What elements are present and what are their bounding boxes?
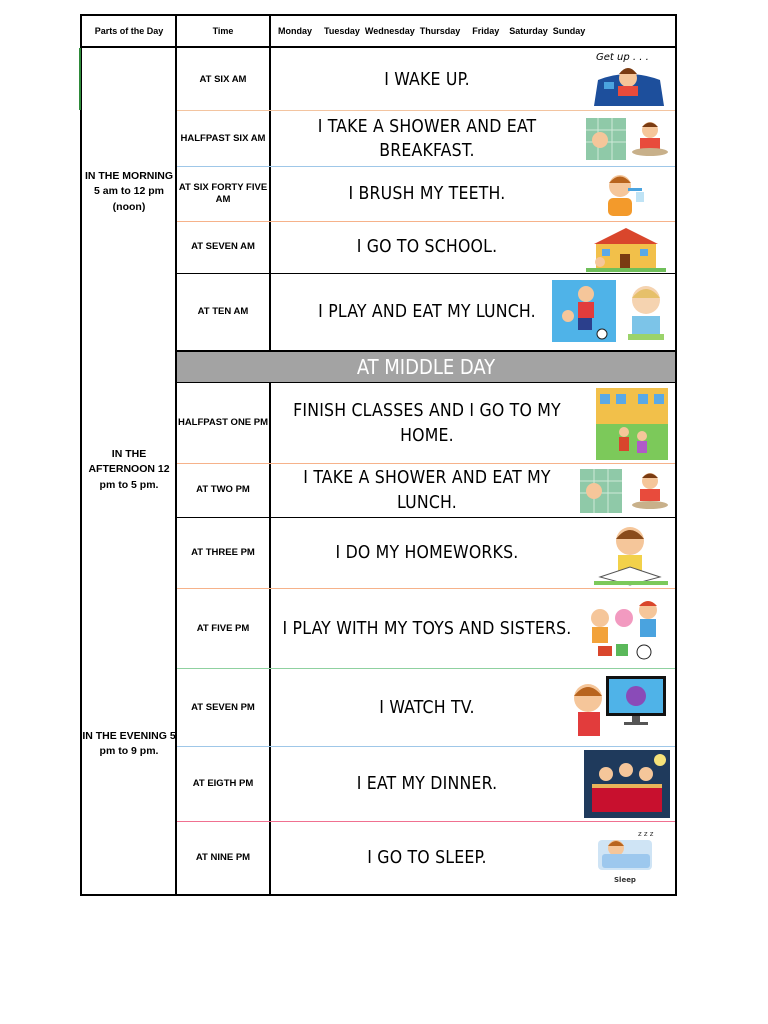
activity-cell: FINISH CLASSES AND I GO TO MY HOME. [293, 401, 561, 446]
time-cell: AT EIGTH PM [192, 777, 254, 789]
time-cell: AT FIVE PM [196, 622, 250, 634]
time-cell: AT TWO PM [196, 484, 250, 496]
green-edge [79, 48, 81, 110]
row-separator [177, 588, 675, 589]
day-wednesday: Wednesday [364, 26, 415, 36]
period-morning: IN THE MORNING 5 am to 12 pm (noon) [84, 170, 174, 213]
time-cell: HALFPAST ONE PM [177, 417, 269, 429]
header-parts-of-day: Parts of the Day [94, 26, 164, 36]
day-sunday: Sunday [552, 26, 586, 36]
activity-cell: I WATCH TV. [379, 697, 475, 718]
shower-breakfast-icon [584, 114, 672, 164]
day-saturday: Saturday [509, 26, 548, 36]
time-cell: AT SEVEN PM [191, 701, 255, 713]
toys-icon [588, 596, 664, 664]
activity-cell: I DO MY HOMEWORKS. [335, 543, 519, 564]
go-home-icon [596, 388, 668, 460]
row-separator [177, 517, 675, 518]
activity-cell: I GO TO SLEEP. [367, 847, 487, 868]
dinner-icon [584, 750, 670, 818]
activity-cell: I PLAY AND EAT MY LUNCH. [318, 302, 536, 323]
middle-day-banner: AT MIDDLE DAY [177, 352, 675, 382]
table-right-border [675, 14, 677, 896]
svg-text:z z z: z z z [638, 830, 654, 838]
table-bottom-border [80, 894, 677, 896]
wake-up-icon [588, 50, 670, 108]
activity-cell: I PLAY WITH MY TOYS AND SISTERS. [282, 618, 572, 639]
header-time: Time [212, 26, 234, 36]
day-tuesday: Tuesday [324, 26, 360, 36]
activity-cell: I BRUSH MY TEETH. [348, 183, 506, 204]
activity-cell: I TAKE A SHOWER AND EAT BREAKFAST. [317, 116, 537, 161]
wake-up-icon-text: Get up . . . [596, 52, 649, 63]
morning-lunch-border [175, 273, 677, 274]
school-icon [586, 224, 666, 272]
time-cell: AT NINE PM [195, 851, 251, 863]
activity-cell: I TAKE A SHOWER AND EAT MY LUNCH. [303, 468, 551, 513]
period-afternoon: IN THE AFTERNOON 12 pm to 5 pm. [88, 448, 170, 491]
day-friday: Friday [472, 26, 500, 36]
day-monday: Monday [278, 26, 313, 36]
period-evening: IN THE EVENING 5 pm to 9 pm. [82, 729, 176, 757]
time-cell: AT SIX FORTY FIVE AM [178, 181, 268, 205]
shower-lunch-icon [578, 467, 672, 515]
time-cell: AT SIX AM [199, 73, 247, 85]
time-cell: AT TEN AM [197, 306, 249, 318]
sleep-icon-text: Sleep [614, 876, 636, 884]
tv-icon [568, 674, 670, 740]
row-separator [177, 668, 675, 669]
activity-cell: I EAT MY DINNER. [356, 773, 498, 794]
activity-cell: I GO TO SCHOOL. [356, 237, 498, 258]
brush-teeth-icon [598, 170, 646, 218]
time-cell: AT SEVEN AM [191, 241, 255, 253]
activity-cell: I WAKE UP. [384, 69, 470, 90]
day-thursday: Thursday [419, 26, 461, 36]
time-cell: AT THREE PM [191, 547, 255, 559]
play-lunch-icon [552, 280, 670, 344]
homework-icon [594, 521, 668, 587]
row-separator [177, 110, 675, 111]
sleep-icon [594, 826, 658, 888]
time-cell: HALFPAST SIX AM [180, 132, 266, 144]
header-days [278, 14, 608, 48]
